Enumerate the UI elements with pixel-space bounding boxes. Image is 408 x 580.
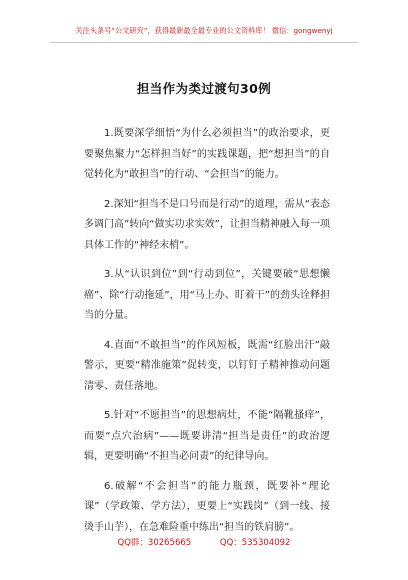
paragraph-4: 4.直面“不敢担当”的作风短板，既需“红脸出汗”敲警示，更要“精准施策”促转变，以钉钉子精神推动问题清零、责任落地。 [84,339,330,392]
paragraph-2: 2.深知“担当不是口号而是行动”的道理，需从“表态多调门高”转向“做实功求实效”，让担当精神融入每一项具体工作的“神经末梢”。 [84,198,330,251]
header-banner: 关注头条号“公文研究”，获得最新最全最专业的公文资料库！ 微信：gongwenyj [50,20,358,43]
footer-qq: QQ：535304092 [219,538,291,548]
paragraph-1: 1.既要深学细悟“为什么必须担当”的政治要求，更要聚焦聚力“怎样担当好”的实践课题，把“想担当”的自觉转化为“敢担当”的行动、“会担当”的能力。 [84,128,330,180]
document-title: 担当作为类过渡句30例 [136,81,272,96]
paragraph-5: 5.针对“不愿担当”的思想病灶，不能“隔靴搔痒”，而要“点穴治病”——既要讲清“担当是责任”的政治逻辑，更要明确“不担当必问责”的纪律导向。 [84,410,330,462]
paragraph-3: 3.从“认识到位”到“行动到位”，关键要破“思想懒癌”、除“行动拖延”，用“马上办、盯着干”的劲头诠释担当的分量。 [84,269,330,321]
paragraph-6: 6.破解“不会担当”的能力瓶颈，既要补“理论课”（学政策、学方法），更要上“实践岗”（到一线、接烫手山芋），在急难险重中练出“担当的铁肩膀”。 [84,480,330,533]
footer-contact [0,536,408,548]
document-body [84,124,330,547]
footer-qq-group: QQ群：30265665 [117,538,192,548]
